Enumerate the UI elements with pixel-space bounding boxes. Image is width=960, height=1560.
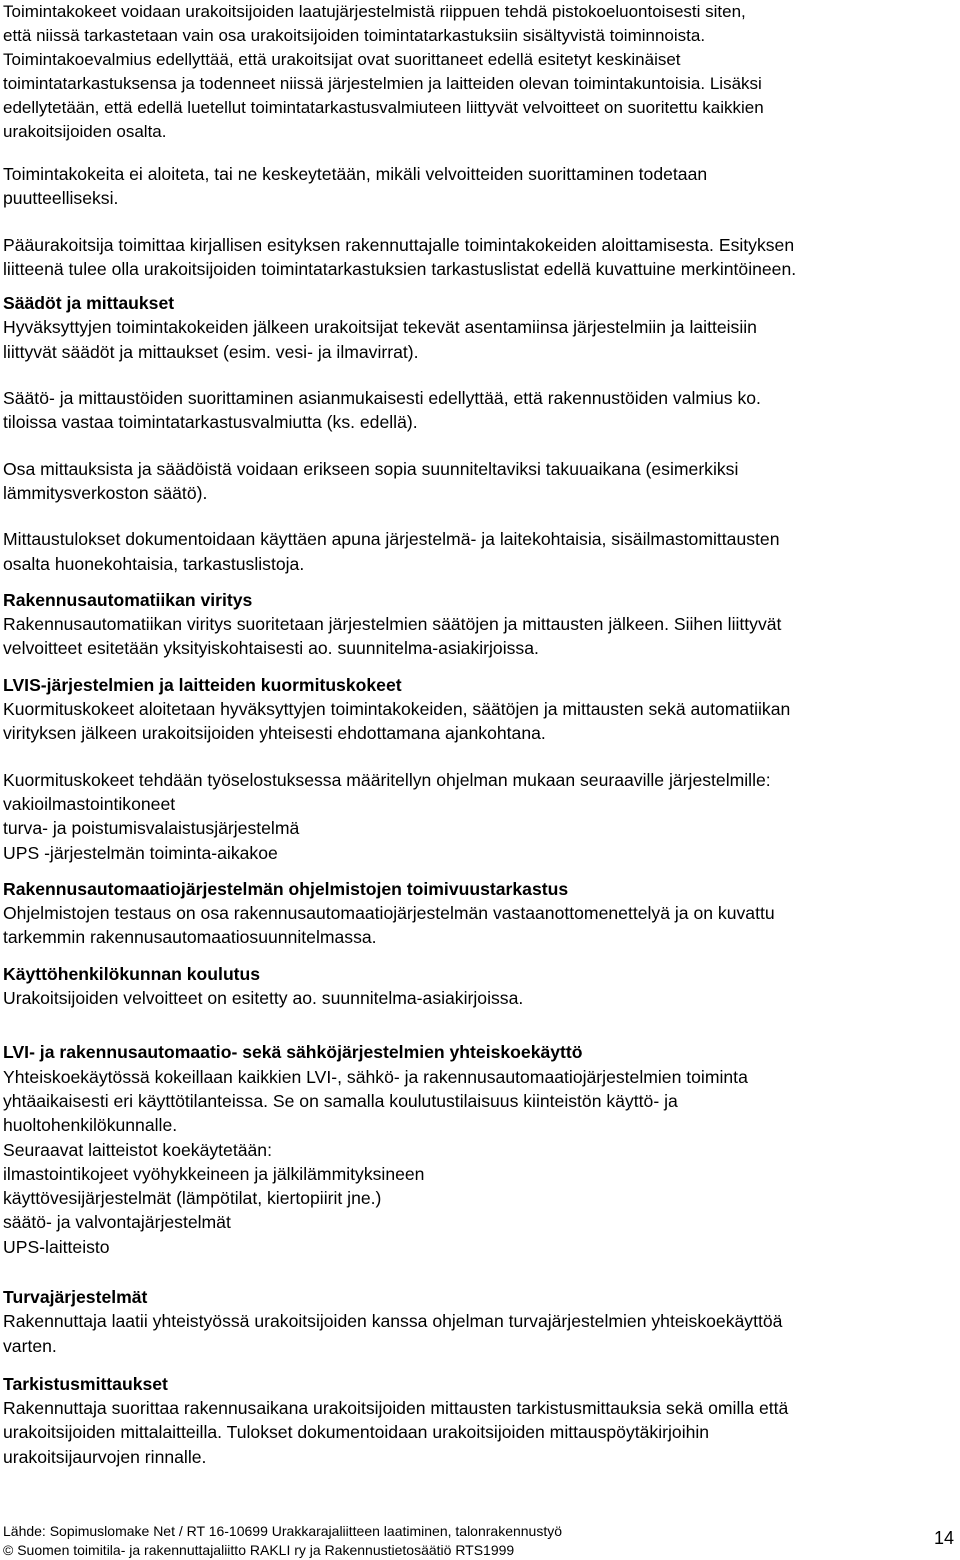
ohjelmisto-paragraph-1: Ohjelmistojen testaus on osa rakennusautomaatiojärjestelmän vastaanottomenettelyä ja on kuvattu tarkemmin rakennusautomaatiosuunnitelmassa. bbox=[3, 903, 775, 948]
saadot-paragraph-3: Osa mittauksista ja säädöistä voidaan erikseen sopia suunniteltaviksi takuuaikana (esimerkiksi lämmitysverkoston säätö). bbox=[3, 458, 739, 503]
viritys-paragraph-1: Rakennusautomatiikan viritys suoritetaan järjestelmien säätöjen ja mittausten jälkeen. Siihen liittyvät velvoitteet esitetään yksityiskohtaisesti ao. suunnitelma-asiakirjoissa. bbox=[3, 614, 782, 659]
section-heading-yhteiskoe: LVI- ja rakennusautomaatio- sekä sähköjärjestelmien yhteiskoekäyttö bbox=[3, 1042, 583, 1063]
footer-source: Lähde: Sopimuslomake Net / RT 16-10699 Urakkarajaliitteen laatiminen, talonrakennustyö bbox=[3, 1523, 563, 1539]
saadot-paragraph-4: Mittaustulokset dokumentoidaan käyttäen apuna järjestelmä- ja laitekohtaisia, sisäilmastomittausten osalta huonekohtaisia, tarkastuslistoja. bbox=[3, 529, 780, 574]
saadot-paragraph-2: Säätö- ja mittaustöiden suorittaminen asianmukaisesti edellyttää, että rakennustöiden valmius ko. tiloissa vastaa toimintatarkastusvalmiutta (ks. edellä). bbox=[3, 388, 761, 433]
section-heading-saadot: Säädöt ja mittaukset bbox=[3, 293, 175, 314]
footer-copyright: © Suomen toimitila- ja rakennuttajaliitto RAKLI ry ja Rakennustietosäätiö RTS1999 bbox=[3, 1542, 515, 1558]
intro-paragraph-3: Pääurakoitsija toimittaa kirjallisen esityksen rakennuttajalle toimintakokeiden aloittamisesta. Esityksen liitteenä tulee olla urakoitsijoiden toimintatarkastuksien tarkastuslistat edellä kuvattuine merkintöineen. bbox=[3, 234, 797, 279]
page-number: 14 bbox=[933, 1528, 954, 1548]
kuormitus-paragraph-2: Kuormituskokeet tehdään työselostuksessa määritellyn ohjelman mukaan seuraaville järjestelmille: vakioilmastointikoneet turva- ja poistumisvalaistusjärjestelmä UPS -järjestelmän toiminta-aikakoe bbox=[3, 769, 771, 863]
turva-paragraph-1: Rakennuttaja laatii yhteistyössä urakoitsijoiden kanssa ohjelman turvajärjestelmien yhteiskoekäyttöä varten. bbox=[3, 1311, 783, 1356]
saadot-paragraph-1: Hyväksyttyjen toimintakokeiden jälkeen urakoitsijat tekevät asentamiinsa järjestelmiin ja laitteisiin liittyvät säädöt ja mittaukset (esim. vesi- ja ilmavirrat). bbox=[3, 317, 757, 362]
kuormitus-paragraph-1: Kuormituskokeet aloitetaan hyväksyttyjen toimintakokeiden, säätöjen ja mittausten sekä automatiikan virityksen jälkeen urakoitsijoiden yhteisesti ehdottamana ajankohtana. bbox=[3, 699, 791, 744]
koulutus-paragraph-1: Urakoitsijoiden velvoitteet on esitetty ao. suunnitelma-asiakirjoissa. bbox=[3, 988, 524, 1009]
intro-paragraph-2: Toimintakokeita ei aloiteta, tai ne keskeytetään, mikäli velvoitteiden suorittaminen todetaan puutteelliseksi. bbox=[3, 164, 708, 209]
page-footer bbox=[3, 1522, 953, 1560]
section-heading-ohjelmisto: Rakennusautomaatiojärjestelmän ohjelmistojen toimivuustarkastus bbox=[3, 878, 569, 899]
section-heading-viritys: Rakennusautomatiikan viritys bbox=[3, 589, 253, 610]
section-heading-koulutus: Käyttöhenkilökunnan koulutus bbox=[3, 963, 261, 984]
section-heading-tarkistus: Tarkistusmittaukset bbox=[3, 1373, 168, 1394]
yhteiskoe-paragraph-1: Yhteiskoekäytössä kokeillaan kaikkien LVI-, sähkö- ja rakennusautomaatiojärjestelmien toiminta yhtäaikaisesti eri käyttötilanteissa. Se on samalla koulutustilaisuus kiinteistön käyttö- ja huoltohenkilökunnalle. Seuraavat laitteistot koekäytetään: ilmastointikojeet vyöhykkeineen ja jälkilämmityksineen käyttövesijärjestelmät (lämpötilat, kiertopiirit jne.) säätö- ja valvontajärjestelmät UPS-laitteisto bbox=[3, 1066, 748, 1257]
tarkistus-paragraph-1: Rakennuttaja suorittaa rakennusaikana urakoitsijoiden mittausten tarkistusmittauksia sekä omilla että urakoitsijoiden mittalaitteilla. Tulokset dokumentoidaan urakoitsijoiden mittauspöytäkirjoihin urakoitsijaurvojen rinnalle. bbox=[3, 1398, 789, 1467]
section-heading-turva: Turvajärjestelmät bbox=[3, 1286, 148, 1307]
intro-paragraph-1: Toimintakokeet voidaan urakoitsijoiden laatujärjestelmistä riippuen tehdä pistokoeluontoisesti siten, että niissä tarkastetaan vain osa urakoitsijoiden toimintatarkastuksiin sisältyvistä toiminnoista. Toimintakoevalmius edellyttää, että urakoitsijat ovat suorittaneet edellä esitetyt keskinäiset toimintatarkastuksensa ja todenneet niissä järjestelmien ja laitteiden olevan toimintakuntoisia. Lisäksi edellytetään, että edellä luetellut toimintatarkastusvalmiuteen liittyvät velvoitteet on suoritettu kaikkien urakoitsijoiden osalta. bbox=[3, 2, 764, 141]
section-heading-kuormitus: LVIS-järjestelmien ja laitteiden kuormituskokeet bbox=[3, 674, 402, 695]
document-page bbox=[3, 0, 953, 1469]
